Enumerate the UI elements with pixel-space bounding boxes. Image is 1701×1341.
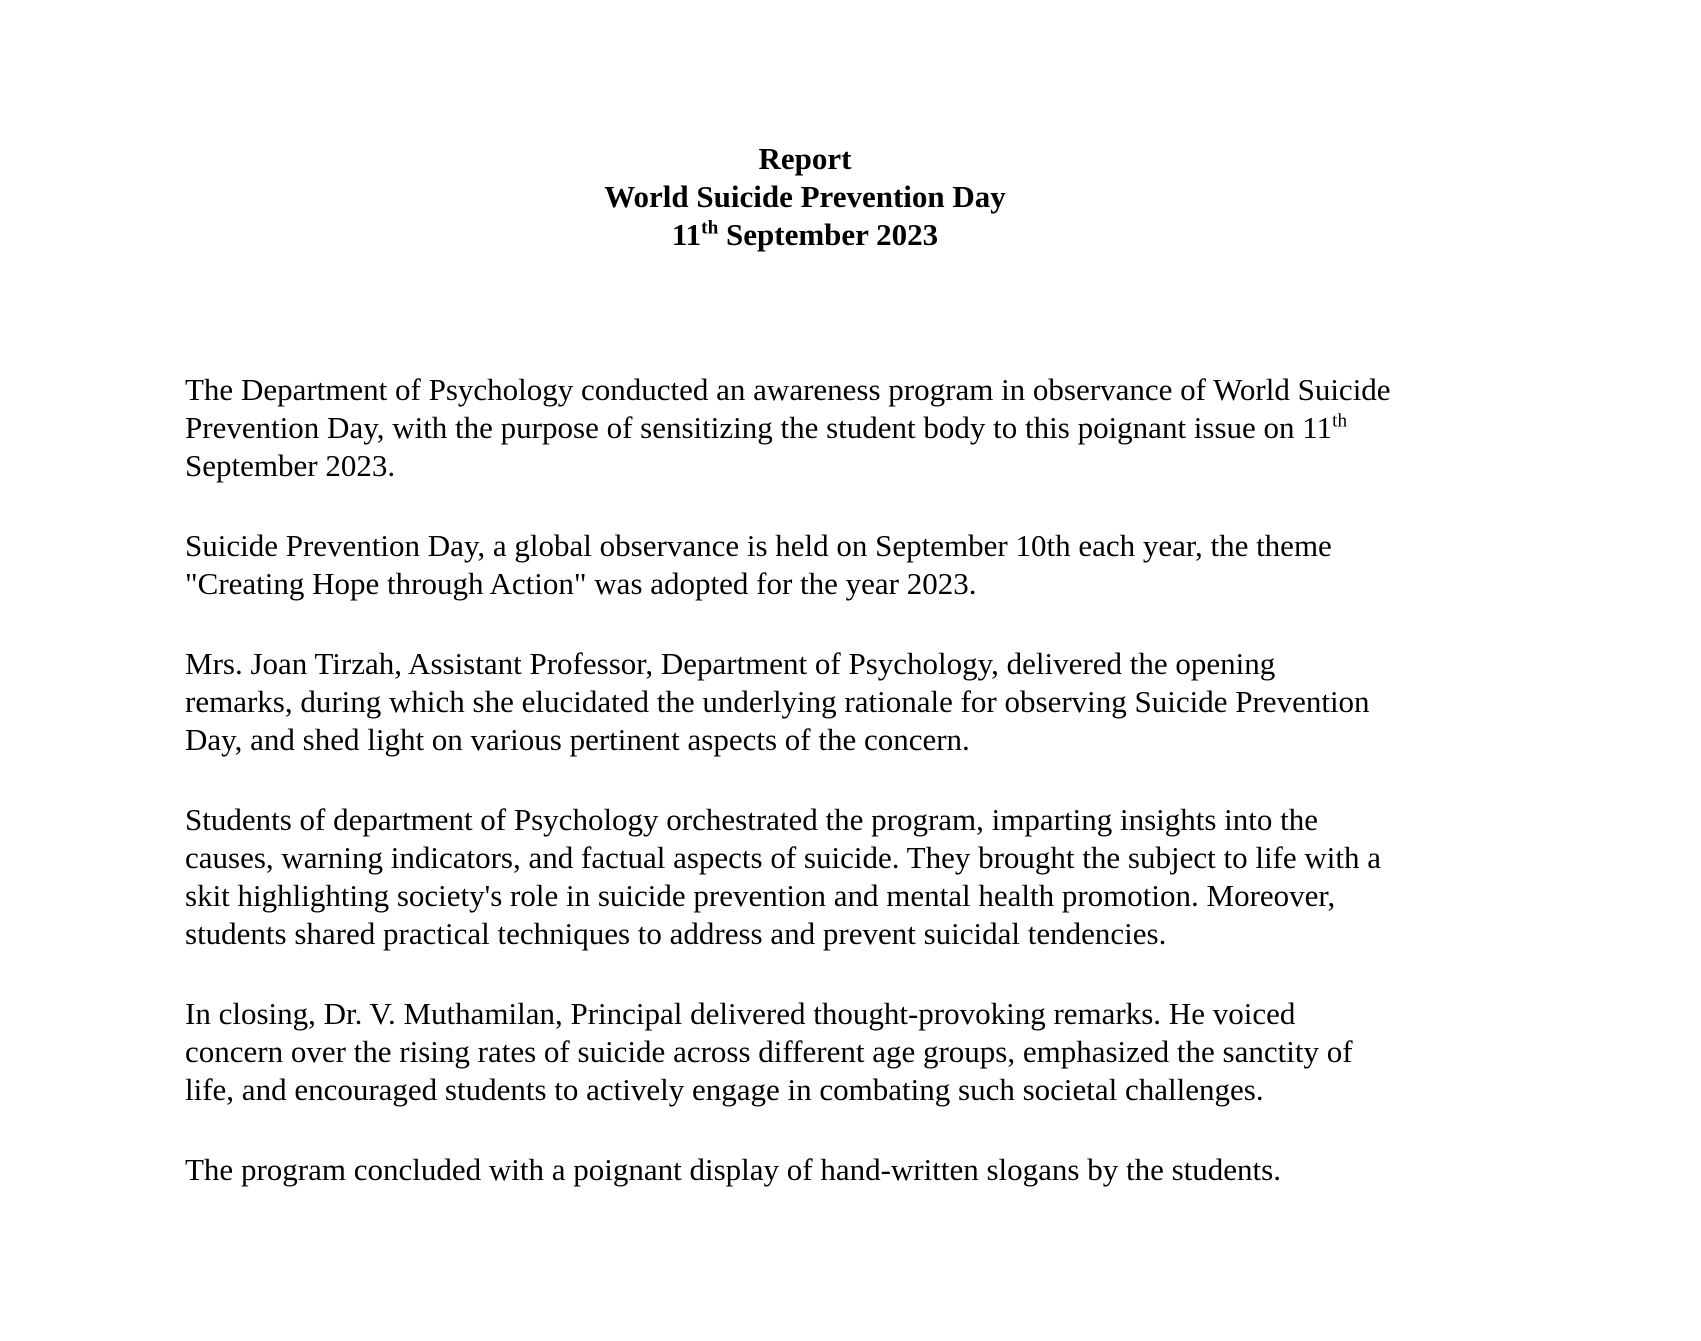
text-segment: remarks, during which she elucidated the underlying rationale for observing Suicide Prevention bbox=[185, 684, 1370, 719]
report-title bbox=[185, 140, 1425, 254]
paragraph bbox=[185, 1151, 1425, 1189]
text-segment: In closing, Dr. V. Muthamilan, Principal delivered thought-provoking remarks. He voiced bbox=[185, 996, 1296, 1031]
text-line bbox=[185, 995, 1425, 1033]
report-body bbox=[185, 371, 1425, 1189]
text-line bbox=[185, 1033, 1425, 1071]
text-line bbox=[185, 915, 1425, 953]
text-line bbox=[185, 216, 1425, 254]
text-segment: Suicide Prevention Day, a global observance is held on September 10th each year, the theme bbox=[185, 528, 1332, 563]
text-segment: 11 bbox=[671, 217, 702, 252]
text-segment: The program concluded with a poignant display of hand-written slogans by the students. bbox=[185, 1152, 1281, 1187]
text-line bbox=[185, 371, 1425, 409]
text-line bbox=[185, 178, 1425, 216]
superscript-text: th bbox=[701, 217, 719, 239]
text-line bbox=[185, 801, 1425, 839]
text-segment: World Suicide Prevention Day bbox=[604, 179, 1006, 214]
paragraph bbox=[185, 527, 1425, 603]
text-line bbox=[185, 1071, 1425, 1109]
text-line bbox=[185, 565, 1425, 603]
text-segment: Students of department of Psychology orchestrated the program, imparting insights into the bbox=[185, 802, 1319, 837]
paragraph bbox=[185, 801, 1425, 953]
text-line bbox=[185, 645, 1425, 683]
text-segment: Mrs. Joan Tirzah, Assistant Professor, Department of Psychology, delivered the opening bbox=[185, 646, 1276, 681]
text-line bbox=[185, 721, 1425, 759]
text-line bbox=[185, 839, 1425, 877]
text-segment: Report bbox=[758, 141, 852, 176]
text-line bbox=[185, 447, 1425, 485]
paragraph bbox=[185, 645, 1425, 759]
text-segment: students shared practical techniques to address and prevent suicidal tendencies. bbox=[185, 916, 1167, 951]
text-segment: "Creating Hope through Action" was adopted for the year 2023. bbox=[185, 566, 977, 601]
text-segment: September 2023 bbox=[718, 217, 939, 252]
text-segment: September 2023. bbox=[185, 448, 396, 483]
text-line bbox=[185, 409, 1425, 447]
text-line bbox=[185, 527, 1425, 565]
text-segment: Prevention Day, with the purpose of sensitizing the student body to this poignant issue on 11 bbox=[185, 410, 1333, 445]
text-segment: The Department of Psychology conducted an awareness program in observance of World Suicide bbox=[185, 372, 1391, 407]
text-segment: concern over the rising rates of suicide across different age groups, emphasized the sanctity of bbox=[185, 1034, 1353, 1069]
text-segment: skit highlighting society's role in suicide prevention and mental health promotion. Moreover, bbox=[185, 878, 1336, 913]
text-line bbox=[185, 140, 1425, 178]
text-line bbox=[185, 877, 1425, 915]
superscript-text: th bbox=[1332, 410, 1348, 432]
text-segment: causes, warning indicators, and factual aspects of suicide. They brought the subject to life with a bbox=[185, 840, 1382, 875]
paragraph bbox=[185, 371, 1425, 485]
text-segment: life, and encouraged students to actively engage in combating such societal challenges. bbox=[185, 1072, 1264, 1107]
text-line bbox=[185, 1151, 1425, 1189]
text-line bbox=[185, 683, 1425, 721]
text-segment: Day, and shed light on various pertinent aspects of the concern. bbox=[185, 722, 970, 757]
paragraph bbox=[185, 995, 1425, 1109]
